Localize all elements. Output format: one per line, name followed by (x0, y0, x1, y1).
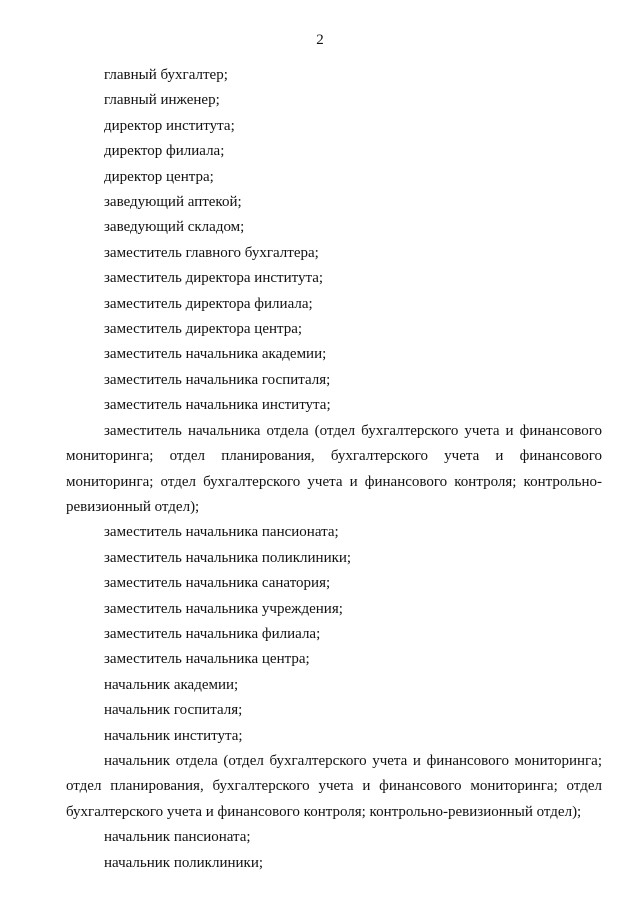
list-item-paragraph: заместитель начальника отдела (отдел бухгалтерского учета и финансового мониторинга; отдел планирования, бухгалтерского учета и финансового мониторинга; отдел бухгалтерского учета и финансового контроля; контрольно-ревизионный отдел); (66, 422, 602, 515)
list-item: заместитель начальника учреждения; (104, 600, 343, 617)
list-item: заместитель директора института; (104, 270, 324, 287)
list-item: заместитель директора центра; (104, 321, 303, 338)
list-item: заведующий складом; (104, 219, 245, 236)
list-item: заместитель директора филиала; (104, 295, 313, 312)
list-item: заместитель начальника института; (104, 397, 331, 414)
list-item: заместитель начальника академии; (104, 346, 327, 363)
list-item: начальник академии; (104, 676, 239, 693)
list-item: главный бухгалтер; (104, 67, 228, 83)
list-item: заместитель начальника центра; (104, 651, 310, 668)
list-item-paragraph: начальник отдела (отдел бухгалтерского учета и финансового мониторинга; отдел планирования, бухгалтерского учета и финансового мониторинга; отдел бухгалтерского учета и финансового контроля; контрольно-ревизионный отдел); (66, 752, 602, 820)
list-item: директор филиала; (104, 143, 225, 160)
list-item: начальник пансионата; (104, 829, 251, 846)
position-list (66, 63, 602, 876)
list-item: заведующий аптекой; (104, 194, 242, 211)
list-item: директор института; (104, 117, 235, 134)
list-item: начальник госпиталя; (104, 702, 243, 719)
page-number: 2 (316, 32, 324, 48)
list-item: начальник института; (104, 727, 243, 744)
list-item: начальник поликлиники; (104, 854, 264, 871)
list-item: заместитель начальника филиала; (104, 625, 321, 642)
list-item: заместитель главного бухгалтера; (104, 244, 319, 261)
list-item: заместитель начальника поликлиники; (104, 549, 352, 566)
list-item: директор центра; (104, 168, 214, 185)
list-item: заместитель начальника госпиталя; (104, 371, 331, 388)
list-item: главный инженер; (104, 92, 220, 109)
list-item: заместитель начальника пансионата; (104, 524, 339, 541)
list-item: заместитель начальника санатория; (104, 575, 331, 592)
